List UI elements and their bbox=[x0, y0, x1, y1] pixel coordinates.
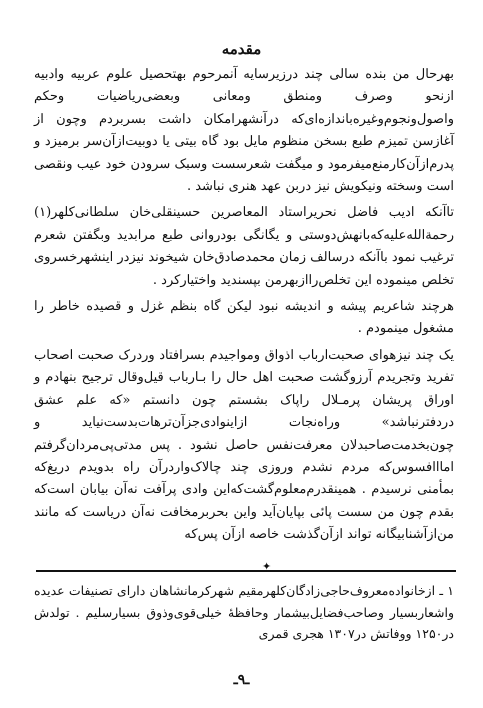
paragraph-3: هرچند شاعریم پیشه و اندیشه نبود لیکن گاه بنظم غزل و قصیده خاطر را مشغول مینمودم . bbox=[34, 299, 454, 337]
main-text bbox=[34, 64, 454, 551]
footnote-divider bbox=[36, 570, 456, 572]
page-title: مقدمه bbox=[221, 40, 262, 58]
page-number: ـ۹ـ bbox=[233, 672, 250, 688]
paragraph-2: تاآنکه ادیب فاضل نحریراستاد المعاصرین حسینقلی‌خان سلطانی‌کلهر(۱) رحمة‌الله‌علیه‌که‌بانهش‌دوستی و یگانگی بودروانی طبع مرابدید وبگفتن شعرم ترغیب نمود باآنکه درسالف زمان محمدصادق‌خان شیخوند نیزدر اینشهرخسروی تخلص مینموده این تخلص‌راازبهرمن بپسندید واختیارکرد . bbox=[34, 205, 454, 288]
paragraph-1: بهرحال من بنده سالی چند درزیرسایه آنمرحوم بهتحصیل علوم عربیه وادبیه ازنحو وصرف ومنطق ومعانی وبعضی‌ریاضیات وحکم واصول‌ونجوم‌وغیره‌باندازه‌ای‌که درآنشهرامکان داشت بسربردم وچون از آغازسن تمیزم طبع بسخن منظوم مایل بود گاه بیتی یا دوبیت‌ازآن‌سر برمیزد و پدرم‌ازآن‌کارمنع‌میفرمود و میگفت شعرسست وسبک سرودن خود عیب ونقصی است وسخته ونیکویش نیز دربن عهد هنری نباشد . bbox=[34, 67, 454, 195]
footnote: ۱ ـ ازخانواده‌معروف‌حاجی‌زادگان‌کلهرمقیم شهرکرمانشاهان دارای تصنیفات عدیده واشعاربسیار وصاحب‌فضایل‌بیشمار وحافظهٔ خیلی‌قوی‌وذوق بسیارسلیم . تولدش در۱۲۵۰ ووفاتش در۱۳۰۷ هجری قمری bbox=[34, 583, 454, 641]
paragraph-4: یک چند نیزهوای صحبت‌ارباب اذواق ومواجیدم بسرافتاد وردرک صحبت اصحاب تفرید وتجریدم آرزوگشت صحبت اهل حال را بـارباب قیل‌وقال ترجیح بنهادم و اوراق پریشان پرمـلال راپاک بشستم چون دانستم «که علم عشق دردفترنباشد» وراه‌نجات ازاینوادی‌جزآن‌ترهات‌بدست‌نیاید و چون‌بخدمت‌صاحبدلان معرفت‌نفس حاصل نشود . پس مدتی‌پی‌مردان‌گرفتم امااافسوس‌که مردم نشدم وروزی چند چالاک‌وارد‌رآن راه بدویدم دریغ‌که بمأمنی نرسیدم . همینقدرم‌معلوم‌گشت‌که‌این وادی پرآفت نه‌آن بیابان است‌که بقدم چون من سست پائی بپایان‌آید واین بحربرمخافت نه‌آن دریاست که مانند من‌ازآشنابیگانه تواند ازآن‌گذشت خاصه ازآن پس‌که bbox=[34, 347, 454, 543]
divider-ornament-icon: ✦ bbox=[262, 560, 272, 573]
